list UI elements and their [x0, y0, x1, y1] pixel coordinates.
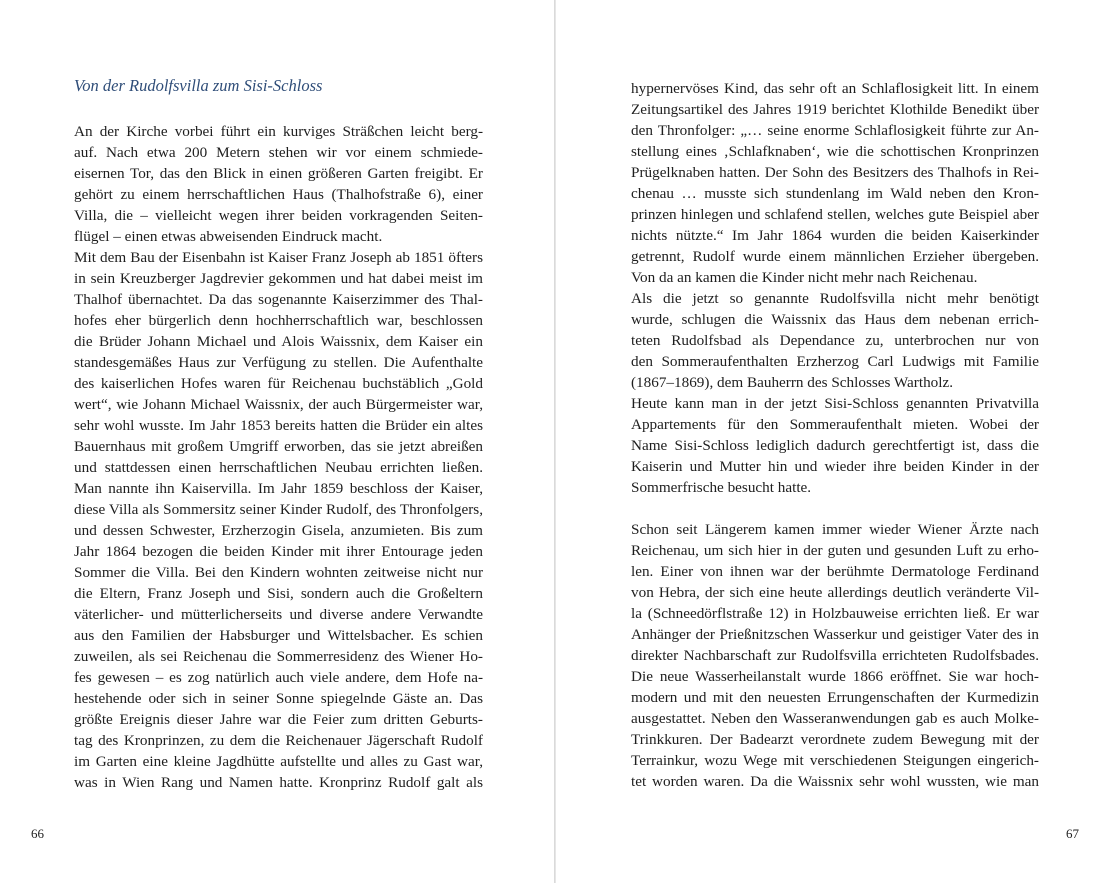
text-line: hypernervöses Kind, das sehr oft an Schlaflosigkeit litt. In einem	[631, 80, 1039, 97]
text-line: chenau … musste sich stundenlang im Wald neben den Kron-	[631, 185, 1039, 202]
text-line: väterlicher- und mütterlicherseits und diverse andere Verwandte	[74, 606, 483, 623]
text-line: getrennt, Rudolf wurde einem männlichen Erzieher übergeben.	[631, 248, 1039, 265]
text-line: tag des Kronprinzen, zu dem die Reichenauer Jägerschaft Rudolf	[74, 732, 483, 749]
text-line: Als die jetzt so genannte Rudolfsvilla nicht mehr benötigt	[631, 290, 1039, 307]
text-line: größte Ereignis dieser Jahre war die Feier zum dritten Geburts-	[74, 711, 483, 728]
left-page-body	[74, 121, 483, 793]
text-line: direkter Nachbarschaft zur Rudolfsvilla errichteten Rudolfsbades.	[631, 647, 1039, 664]
text-line: ausgestattet. Neben den Wasseranwendungen gab es auch Molke-	[631, 710, 1039, 727]
text-line: und dessen Schwester, Erzherzogin Gisela, anzumieten. Bis zum	[74, 522, 483, 539]
text-line: des kaiserlichen Hofes waren für Reichenau buchstäblich „Gold	[74, 375, 483, 392]
text-line: aus den Familien der Habsburger und Wittelsbacher. Es schien	[74, 627, 483, 644]
text-line: An der Kirche vorbei führt ein kurviges Sträßchen leicht berg-	[74, 123, 483, 140]
text-line: Sommer die Villa. Bei den Kindern wohnten zeitweise nicht nur	[74, 564, 483, 581]
left-page	[0, 0, 554, 883]
text-line: Jahr 1864 bezogen die beiden Kinder mit ihrer Entourage jeden	[74, 543, 483, 560]
text-line: Sommerfrische besucht hatte.	[631, 479, 812, 496]
text-line: wurde, schlugen die Waissnix das Haus dem nebenan errich-	[631, 311, 1039, 328]
paragraph-break	[631, 498, 1039, 519]
right-page	[556, 0, 1110, 883]
text-line: flügel – einen etwas abweisenden Eindruck macht.	[74, 228, 383, 245]
text-line: Mit dem Bau der Eisenbahn ist Kaiser Franz Joseph ab 1851 öfters	[74, 249, 483, 266]
text-line: Zeitungsartikel des Jahres 1919 berichtet Klothilde Benedikt über	[631, 101, 1039, 118]
right-page-body	[631, 78, 1039, 792]
text-line: die Eltern, Franz Joseph und Sisi, sondern auch die Großeltern	[74, 585, 483, 602]
text-line: Von da an kamen die Kinder nicht mehr nach Reichenau.	[631, 269, 978, 286]
text-line: Heute kann man in der jetzt Sisi-Schloss genannten Privatvilla	[631, 395, 1039, 412]
text-line: im Garten eine kleine Jagdhütte aufstellte und alles zu Gast war,	[74, 753, 483, 770]
text-line: Man nannte ihn Kaiservilla. Im Jahr 1859 beschloss der Kaiser,	[74, 480, 483, 497]
text-line: auf. Nach etwa 200 Metern stehen wir vor einem schmiede-	[74, 144, 483, 161]
text-line: fes gewesen – es zog natürlich auch viele andere, dem Hofe na-	[74, 669, 483, 686]
text-line: Kaiserin und Mutter hin und wieder ihre beiden Kinder in der	[631, 458, 1039, 475]
text-line: stellung eines ‚Schlafknaben‘, wie die schottischen Kronprinzen	[631, 143, 1039, 160]
text-line: hestehende oder sich in seiner Sonne spiegelnde Gäste an. Das	[74, 690, 483, 707]
text-line: was in Wien Rang und Namen hatte. Kronprinz Rudolf galt als	[74, 774, 483, 791]
text-line: den Thronfolger: „… seine enorme Schlaflosigkeit führte zur An-	[631, 122, 1039, 139]
text-line: Reichenau, um sich hier in der guten und gesunden Luft zu erho-	[631, 542, 1039, 559]
text-line: nichts nützte.“ Im Jahr 1864 wurden die beiden Kaiserkinder	[631, 227, 1039, 244]
text-line: Name Sisi-Schloss lediglich dadurch gerechtfertigt ist, dass die	[631, 437, 1039, 454]
text-line: Die neue Wasserheilanstalt wurde 1866 eröffnet. Sie war hoch-	[631, 668, 1039, 685]
text-line: Thalhof übernachtet. Da das sogenannte Kaiserzimmer des Thal-	[74, 291, 483, 308]
text-line: Prügelknaben hatten. Der Sohn des Besitzers des Thalhofs in Rei-	[631, 164, 1039, 181]
text-line: Trinkkuren. Der Badearzt verordnete zudem Bewegung mit der	[631, 731, 1039, 748]
text-line: Terrainkur, wozu Wege mit verschiedenen Steigungen eingerich-	[631, 752, 1039, 769]
text-line: modern und mit den neuesten Errungenschaften der Kurmedizin	[631, 689, 1039, 706]
text-line: zuweilen, als sei Reichenau die Sommerresidenz des Wiener Ho-	[74, 648, 483, 665]
page-number-right: 67	[1066, 826, 1079, 841]
text-line: la (Schneedörflstraße 12) in Holzbauweise errichten ließ. Er war	[631, 605, 1039, 622]
text-line: (1867–1869), dem Bauherrn des Schlosses Wartholz.	[631, 374, 954, 391]
text-line: prinzen hinlegen und schlafend stellen, welches gute Beispiel aber	[631, 206, 1039, 223]
text-line: und stattdessen einen herrschaftlichen Neubau errichten ließen.	[74, 459, 483, 476]
text-line: diese Villa als Sommersitz seiner Kinder Rudolf, des Thronfolgers,	[74, 501, 483, 518]
text-line: tet worden waren. Da die Waissnix sehr wohl wussten, wie man	[631, 773, 1039, 790]
text-line: hofes eher bürgerlich denn hochherrschaftlich war, beschlossen	[74, 312, 483, 329]
text-line: in sein Kreuzberger Jagdrevier gekommen und hat dabei meist im	[74, 270, 483, 287]
text-line: den Sommeraufenthalten Erzherzog Carl Ludwigs mit Familie	[631, 353, 1039, 370]
text-line: wert“, wie Johann Michael Waissnix, der auch Bürgermeister war,	[74, 396, 483, 413]
text-line: len. Einer von ihnen war der berühmte Dermatologe Ferdinand	[631, 563, 1039, 580]
text-line: Anhänger der Prießnitzschen Wasserkur und geistiger Vater des in	[631, 626, 1039, 643]
page-number-left: 66	[31, 826, 44, 841]
text-line: gehört zu einem herrschaftlichen Haus (Thalhofstraße 6), einer	[74, 186, 483, 203]
text-line: von Hebra, der sich eine heute allerdings deutlich veränderte Vil-	[631, 584, 1039, 601]
text-line: teten Rudolfsbad als Dependance zu, unterbrochen nur von	[631, 332, 1039, 349]
text-line: Bauernhaus mit großem Umgriff erworben, das sie jetzt abreißen	[74, 438, 483, 455]
text-line: die Brüder Johann Michael und Alois Waissnix, dem Kaiser ein	[74, 333, 483, 350]
text-line: eisernen Tor, das den Blick in einen größeren Garten freigibt. Er	[74, 165, 483, 182]
text-line: Villa, die – vielleicht wegen ihrer beiden vorkragenden Seiten-	[74, 207, 483, 224]
text-line: Schon seit Längerem kamen immer wieder Wiener Ärzte nach	[631, 521, 1039, 538]
section-heading: Von der Rudolfsvilla zum Sisi-Schloss	[74, 76, 323, 95]
text-line: standesgemäßes Haus zur Verfügung zu stellen. Die Aufenthalte	[74, 354, 483, 371]
text-line: sehr wohl wusste. Im Jahr 1853 bereits hatten die Brüder ein altes	[74, 417, 483, 434]
text-line: Appartements für den Sommeraufenthalt mieten. Wobei der	[631, 416, 1039, 433]
